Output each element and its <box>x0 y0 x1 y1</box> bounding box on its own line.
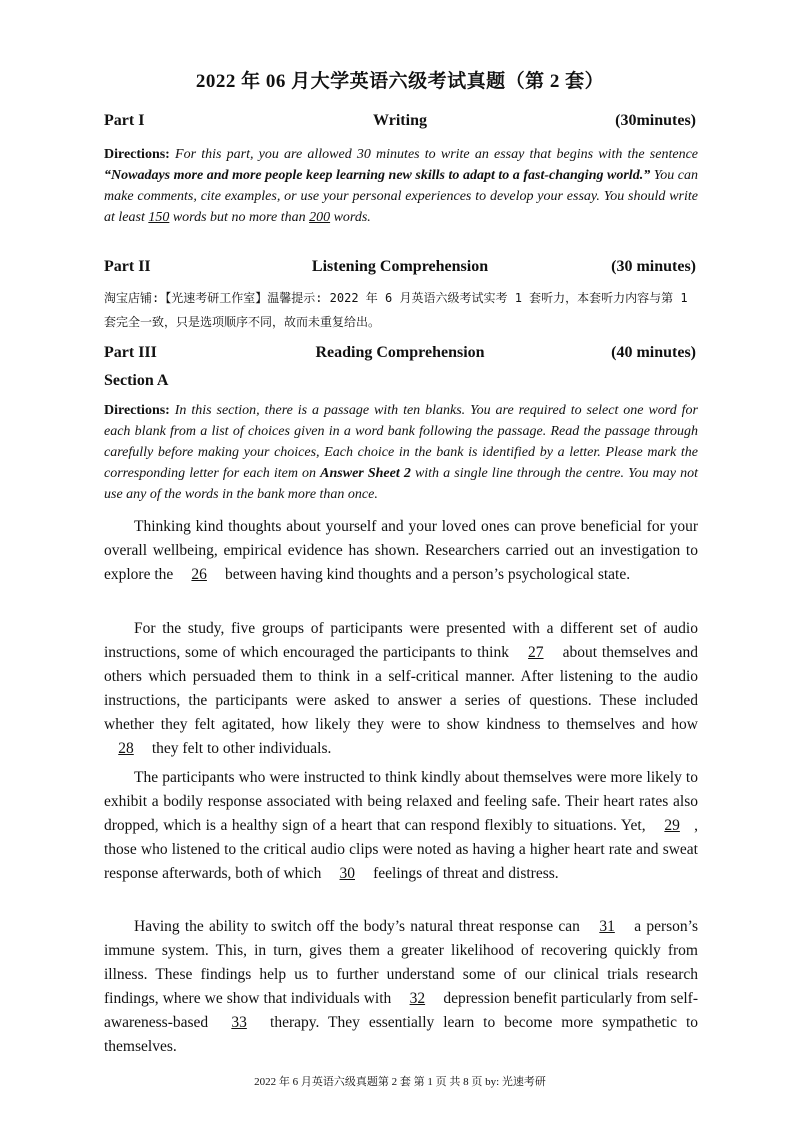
part3-directions-text-1: In this section, there is a passage with ten blanks. You are required to select one word for each blank from a list of choices given in a word bank following the passage. Read the passage through carefully before making your choices, Each choice in the bank is identified by a letter. Please mark the corresponding letter for each item on <box>104 403 698 481</box>
blank-30: 30 <box>339 865 355 882</box>
part3-label: Part III <box>104 344 157 361</box>
part1-directions <box>104 144 698 228</box>
paragraph-text: depression benefit particularly from self-awareness-based <box>104 990 698 1031</box>
paragraph-text: The participants who were instructed to think kindly about themselves were more likely to exhibit a bodily response associated with being relaxed and feeling safe. Their heart rates also dropped, which is a healthy sign of a heart that can respond flexibly to situations. Yet, <box>104 769 698 834</box>
blank-27: 27 <box>528 644 544 661</box>
blank-29: 29 <box>664 817 680 834</box>
page-footer: 2022 年 6 月英语六级真题第 2 套 第 1 页 共 8 页 by: 光速考研 <box>254 1076 546 1088</box>
part1-time: (30minutes) <box>615 112 696 129</box>
part2-label: Part II <box>104 258 151 275</box>
part3-header <box>104 344 696 366</box>
paragraph-text: between having kind thoughts and a person’s psychological state. <box>221 566 631 583</box>
part3-name: Reading Comprehension <box>315 344 485 361</box>
answer-sheet-label: Answer Sheet 2 <box>320 466 411 481</box>
part1-directions-text-1: For this part, you are allowed 30 minutes to write an essay that begins with the sentence <box>169 147 698 162</box>
part1-header <box>104 112 696 134</box>
blank-26: 26 <box>191 566 207 583</box>
part1-directions-label: Directions: <box>104 147 170 162</box>
paragraph-text: For the study, five groups of participants were presented with a different set of audio instructions, some of which encouraged the participants to think <box>104 620 698 661</box>
essay-opening-sentence: “Nowadays more and more people keep learning new skills to adapt to a fast-changing world.” <box>104 168 651 183</box>
paragraph-text: therapy. They essentially learn to become more sympathetic to themselves. <box>104 1014 699 1055</box>
part2-header <box>104 258 696 280</box>
paragraph-text: feelings of threat and distress. <box>369 865 559 882</box>
part1-directions-text-2: You can make comments, cite examples, or use your personal experiences to develop your essay. You should write at least <box>104 168 698 225</box>
part2-name: Listening Comprehension <box>311 258 489 275</box>
part3-directions <box>104 400 698 505</box>
part1-name: Writing <box>373 112 427 129</box>
paragraph-text: they felt to other individuals. <box>148 740 332 757</box>
paragraph-text: Having the ability to switch off the body’s natural threat response can <box>134 918 586 935</box>
listening-notice: 淘宝店铺:【光速考研工作室】温馨提示: 2022 年 6 月英语六级考试实考 1 套听力，本套听力内容与第 1 套完全一致，只是选项顺序不同，故而未重复给出。 <box>104 291 688 329</box>
passage-paragraph-1 <box>104 515 698 587</box>
section-a-heading: Section A <box>104 372 169 389</box>
paragraph-text: Thinking kind thoughts about yourself and your loved ones can prove beneficial for your overall wellbeing, empirical evidence has shown. Researchers carried out an investigation to explore the <box>104 518 698 583</box>
page-title: 2022 年 06 月大学英语六级考试真题（第 2 套） <box>195 71 605 92</box>
min-word-count: 150 <box>148 210 170 225</box>
blank-33: 33 <box>231 1014 247 1031</box>
max-word-count: 200 <box>309 210 331 225</box>
paragraph-text: a person’s immune system. This, in turn, gives them a greater likelihood of recovering quickly from illness. These findings help us to further understand some of our clinical trials research findings, where we show that individuals with <box>104 918 698 1007</box>
blank-28: 28 <box>118 740 134 757</box>
part1-directions-text-4: words. <box>330 210 371 225</box>
blank-31: 31 <box>599 918 615 935</box>
paragraph-text: about themselves and others which persuaded them to think in a self-critical manner. After listening to the audio instructions, the participants were asked to answer a series of questions. These included whether they felt agitated, how likely they were to show kindness to themselves and how <box>104 644 698 733</box>
part2-time: (30 minutes) <box>611 258 696 275</box>
part1-label: Part I <box>104 112 145 129</box>
passage-paragraph-3 <box>104 766 698 886</box>
blank-32: 32 <box>409 990 426 1007</box>
part3-directions-text-2: with a single line through the centre. You may not use any of the words in the bank more than once. <box>104 466 698 502</box>
paragraph-text: , those who listened to the critical audio clips were noted as having a higher heart rate and sweat response afterwards, both of which <box>104 817 698 882</box>
part3-directions-label: Directions: <box>104 403 170 418</box>
part3-time: (40 minutes) <box>611 344 696 361</box>
part1-directions-text-3: words but no more than <box>169 210 310 225</box>
passage-paragraph-4 <box>104 915 698 1059</box>
passage-paragraph-2 <box>104 617 698 761</box>
